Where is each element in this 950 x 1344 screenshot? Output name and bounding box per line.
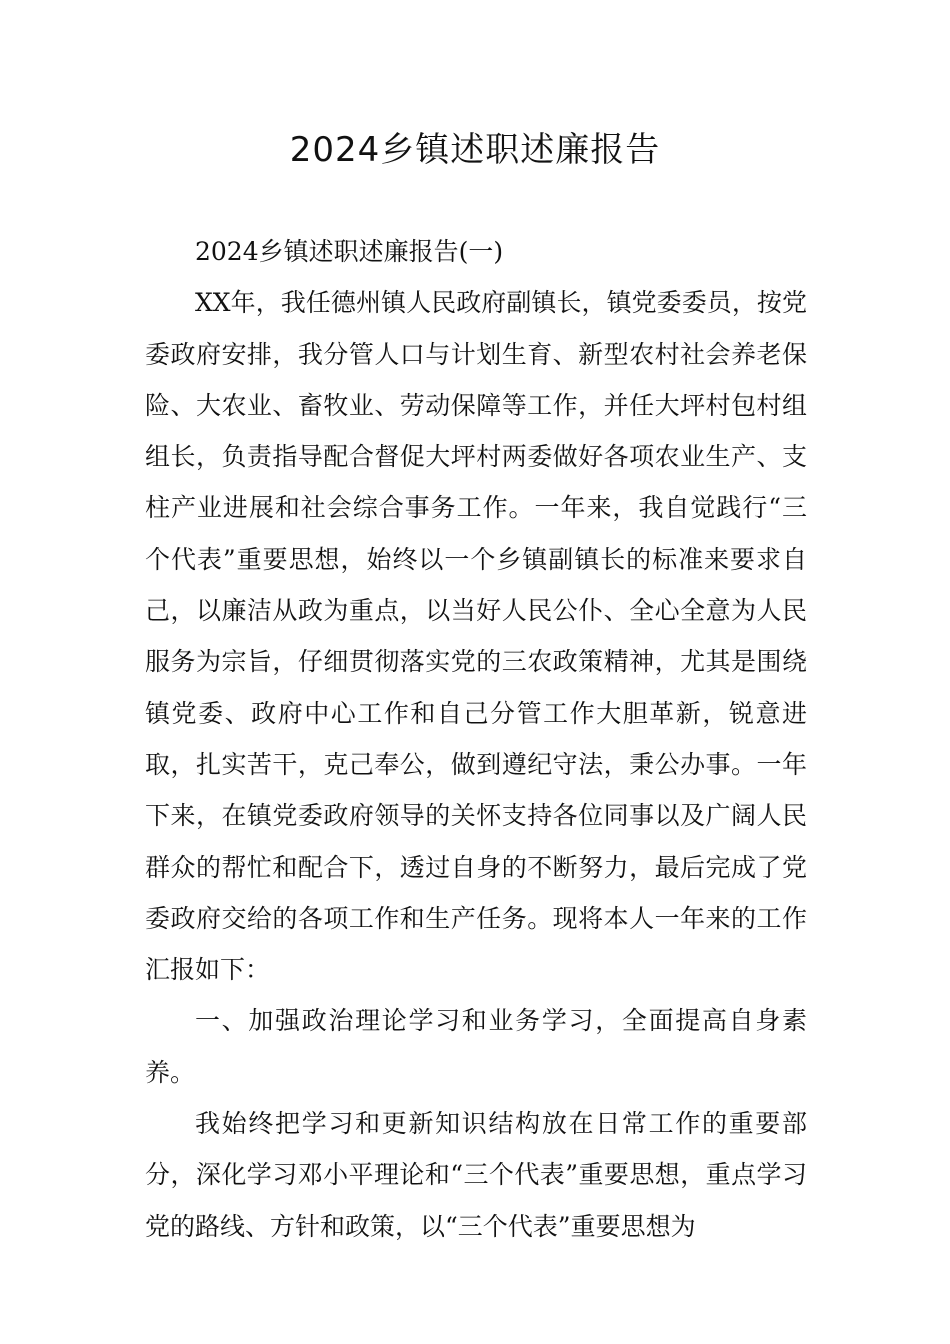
document-title: 2024乡镇述职述廉报告 — [289, 130, 661, 170]
subtitle-paragraph: 2024乡镇述职述廉报告(一) — [195, 237, 504, 266]
document-body — [145, 226, 807, 1252]
body-paragraph: 我始终把学习和更新知识结构放在日常工作的重要部分，深化学习邓小平理论和“三个代表”重要思想，重点学习党的路线、方针和政策，以“三个代表”重要思想为 — [145, 1109, 807, 1241]
intro-paragraph: XX年，我任德州镇人民政府副镇长，镇党委委员，按党委政府安排，我分管人口与计划生育、新型农村社会养老保险、大农业、畜牧业、劳动保障等工作，并任大坪村包村组组长，负责指导配合督促大坪村两委做好各项农业生产、支柱产业进展和社会综合事务工作。一年来，我自觉践行“三个代表”重要思想，始终以一个乡镇副镇长的标准来要求自己，以廉洁从政为重点，以当好人民公仆、全心全意为人民服务为宗旨，仔细贯彻落实党的三农政策精神，尤其是围绕镇党委、政府中心工作和自己分管工作大胆革新，锐意进取，扎实苦干，克己奉公，做到遵纪守法，秉公办事。一年下来，在镇党委政府领导的关怀支持各位同事以及广阔人民群众的帮忙和配合下，透过自身的不断努力，最后完成了党委政府交给的各项工作和生产任务。现将本人一年来的工作汇报如下： — [145, 288, 807, 985]
section-heading: 一、加强政治理论学习和业务学习，全面提高自身素养。 — [145, 1006, 807, 1087]
